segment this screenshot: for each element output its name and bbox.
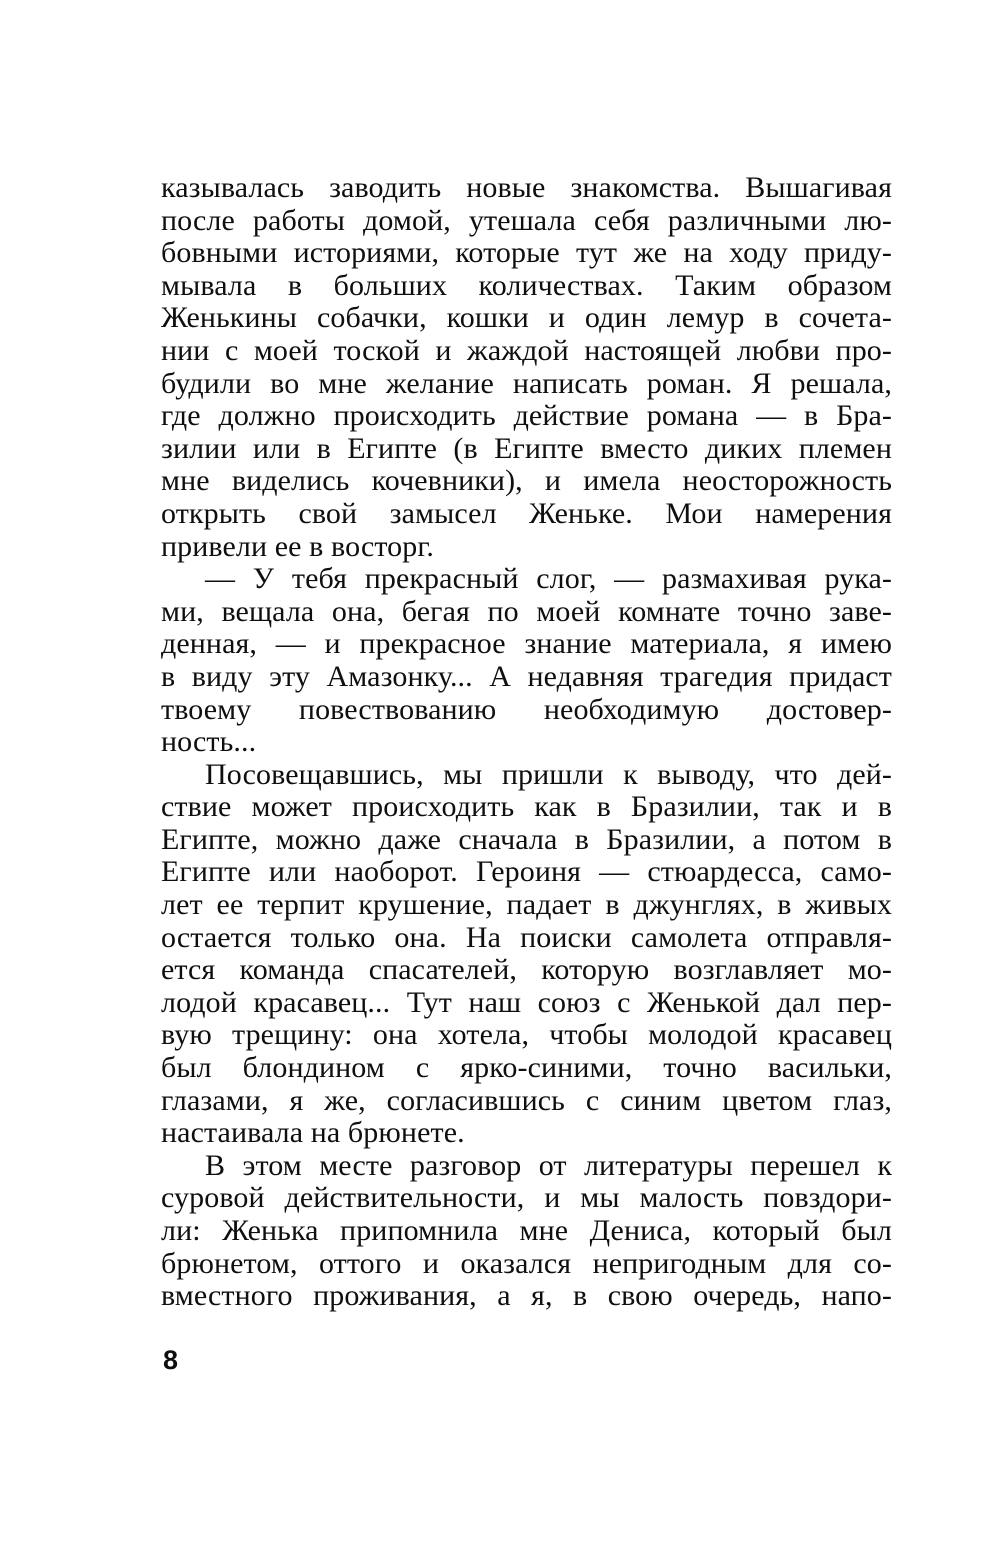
paragraph <box>161 759 892 1150</box>
text-line: — У тебя прекрасный слог, — размахивая рука- <box>205 562 892 596</box>
text-line: ствие может происходить как в Бразилии, так и в <box>161 790 892 824</box>
text-line: казывалась заводить новые знакомства. Вышагивая <box>161 171 892 204</box>
text-line: ми, вещала она, бегая по моей комнате точно заве- <box>161 594 892 628</box>
text-line: ли: Женька припомнила мне Дениса, который был <box>161 1214 892 1247</box>
text-line: Посовещавшись, мы пришли к выводу, что дей- <box>205 757 892 791</box>
text-line: глазами, я же, согласившись с синим цветом глаз, <box>161 1083 892 1117</box>
text-line: после работы домой, утешала себя различными лю- <box>161 203 892 237</box>
text-line: лодой красавец... Тут наш союз с Женькой дал пер- <box>161 985 892 1019</box>
text-line: открыть свой замысел Женьке. Мои намерения <box>161 496 892 530</box>
text-line: ется команда спасателей, которую возглавляет мо- <box>161 953 892 987</box>
paragraph <box>161 563 892 759</box>
page-number: 8 <box>163 1345 179 1375</box>
text-line: был блондином с ярко-синими, точно васильки, <box>161 1051 892 1085</box>
text-line: вую трещину: она хотела, чтобы молодой красавец <box>161 1018 892 1052</box>
text-line: ность... <box>161 725 257 759</box>
text-line: привели ее в восторг. <box>161 529 434 563</box>
text-line: будили во мне желание написать роман. Я решала, <box>161 366 892 400</box>
text-line: Египте или наоборот. Героиня — стюардесса, само- <box>161 855 892 889</box>
text-line: бовными историями, которые тут же на ходу приду- <box>161 236 892 270</box>
text-line: настаивала на брюнете. <box>161 1116 465 1150</box>
text-line: нии с моей тоской и жаждой настоящей любви про- <box>161 333 892 367</box>
paragraph <box>161 172 892 563</box>
text-line: суровой действительности, и мы малость повздори- <box>161 1181 892 1215</box>
text-line: вместного проживания, а я, в свою очередь, напо- <box>161 1279 892 1313</box>
text-line: лет ее терпит крушение, падает в джунглях, в живых <box>161 888 892 922</box>
text-line: Женькины собачки, кошки и один лемур в сочета- <box>161 301 892 335</box>
paragraph <box>161 1150 892 1313</box>
text-line: мывала в больших количествах. Таким образом <box>161 268 892 302</box>
text-line: В этом месте разговор от литературы перешел к <box>205 1148 892 1182</box>
text-line: Египте, можно даже сначала в Бразилии, а потом в <box>161 822 892 856</box>
text-line: зилии или в Египте (в Египте вместо диких племен <box>161 431 892 465</box>
body-text <box>161 172 892 1313</box>
text-line: остается только она. На поиски самолета отправля- <box>161 920 892 954</box>
text-line: брюнетом, оттого и оказался непригодным для со- <box>161 1246 892 1280</box>
text-line: твоему повествованию необходимую достовер- <box>161 692 892 726</box>
text-line: денная, — и прекрасное знание материала, я имею <box>161 627 892 661</box>
text-line: где должно происходить действие романа — в Бра- <box>161 399 892 433</box>
text-line: в виду эту Амазонку... А недавняя трагедия придаст <box>161 659 892 693</box>
text-line: мне виделись кочевники), и имела неосторожность <box>161 464 892 498</box>
